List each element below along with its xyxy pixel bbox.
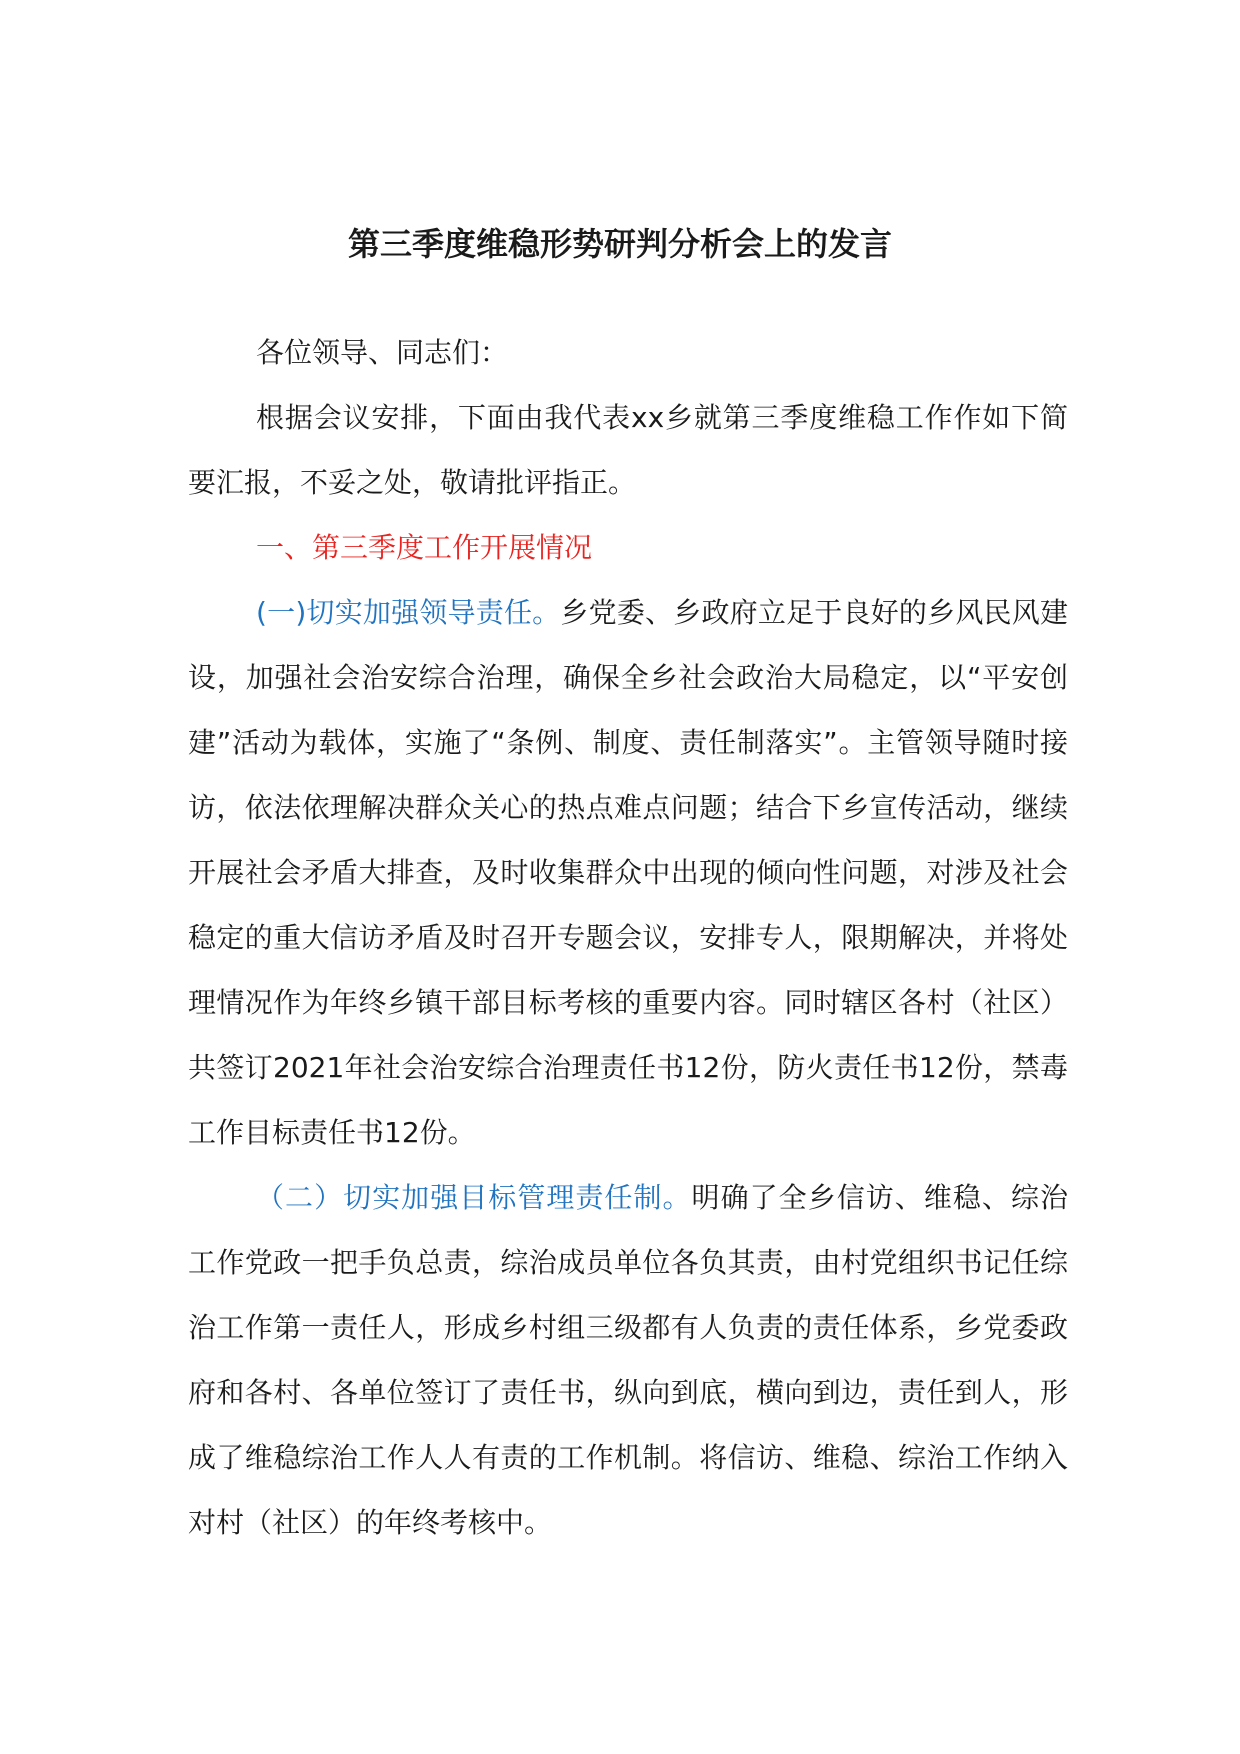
subsection-1-body: 乡党委、乡政府立足于良好的乡风民风建设，加强社会治安综合治理，确保全乡社会政治大局稳定，以“平安创建”活动为载体，实施了“条例、制度、责任制落实”。主管领导随时接访，依法依理解决群众关心的热点难点问题；结合下乡宣传活动，继续开展社会矛盾大排查，及时收集群众中出现的倾向性问题，对涉及社会稳定的重大信访矛盾及时召开专题会议，安排专人，限期解决，并将处理情况作为年终乡镇干部目标考核的重要内容。同时辖区各村（社区）共签订2021年社会治安综合治理责任书12份，防火责任书12份，禁毒工作目标责任书12份。	[188, 596, 1068, 1149]
subsection-2-paragraph	[188, 1165, 1068, 1555]
document-title: 第三季度维稳形势研判分析会上的发言	[347, 225, 892, 263]
subsection-2-body: 明确了全乡信访、维稳、综治工作党政一把手负总责，综治成员单位各负其责，由村党组织书记任综治工作第一责任人，形成乡村组三级都有人负责的责任体系，乡党委政府和各村、各单位签订了责任书，纵向到底，横向到边，责任到人，形成了维稳综治工作人人有责的工作机制。将信访、维稳、综治工作纳入对村（社区）的年终考核中。	[188, 1181, 1068, 1539]
section-heading: 一、第三季度工作开展情况	[256, 531, 593, 564]
salutation-paragraph: 各位领导、同志们：	[256, 336, 509, 369]
subsection-1-paragraph	[188, 580, 1068, 1165]
document-body	[188, 320, 1068, 1555]
subsection-2-heading: （二）切实加强目标管理责任制。	[256, 1181, 692, 1214]
subsection-1-heading: (一)切实加强领导责任。	[256, 596, 561, 629]
intro-paragraph: 根据会议安排，下面由我代表xx乡就第三季度维稳工作作如下简要汇报，不妥之处，敬请批评指正。	[188, 401, 1068, 499]
